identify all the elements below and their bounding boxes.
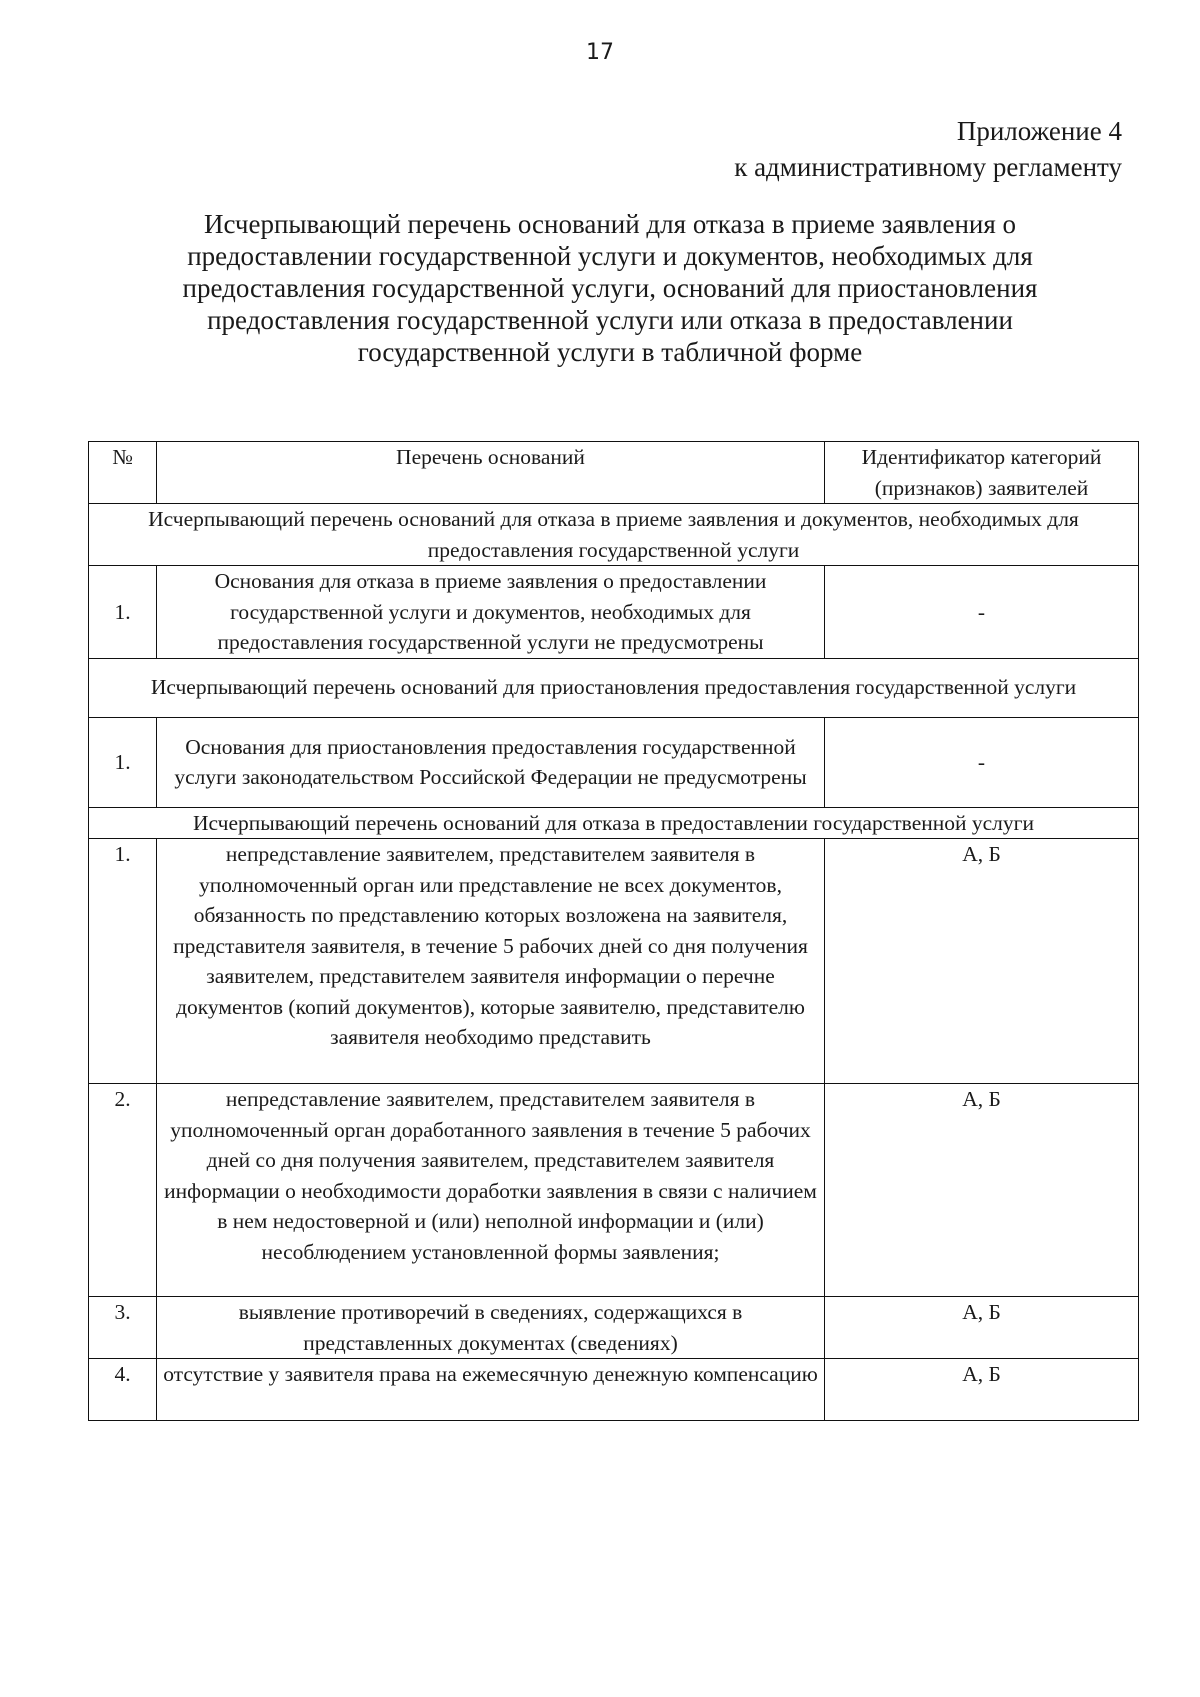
row-reason: Основания для приостановления предоставления государственной услуги законодательством Российской Федерации не предусмотрены bbox=[157, 717, 825, 807]
section-row bbox=[89, 658, 1139, 717]
reasons-table bbox=[88, 441, 1139, 1421]
table-row bbox=[89, 1297, 1139, 1359]
row-identifier: А, Б bbox=[825, 1297, 1139, 1359]
appendix-reference: к административному регламенту bbox=[734, 152, 1122, 182]
section-row bbox=[89, 807, 1139, 839]
row-number: 3. bbox=[89, 1297, 157, 1359]
table-row bbox=[89, 1084, 1139, 1297]
row-reason: непредставление заявителем, представителем заявителя в уполномоченный орган или представление не всех документов, обязанность по представлению которых возложена на заявителя, представителя заявителя, в течение 5 рабочих дней со дня получения заявителем, представителем заявителя информации о перечне документов (копий документов), которые заявителю, представителю заявителя необходимо представить bbox=[157, 839, 825, 1084]
page-number: 17 bbox=[586, 40, 614, 65]
row-reason: Основания для отказа в приеме заявления о предоставлении государственной услуги и документов, необходимых для предоставления государственной услуги не предусмотрены bbox=[157, 566, 825, 659]
section-title: Исчерпывающий перечень оснований для отказа в приеме заявления и документов, необходимых для предоставления государственной услуги bbox=[89, 504, 1139, 566]
appendix-label: Приложение 4 bbox=[956, 116, 1122, 146]
row-number: 1. bbox=[89, 839, 157, 1084]
section-row bbox=[89, 504, 1139, 566]
table-row bbox=[89, 839, 1139, 1084]
title-line: предоставлении государственной услуги и документов, необходимых для bbox=[187, 241, 1033, 271]
document-title bbox=[110, 208, 1110, 368]
row-number: 2. bbox=[89, 1084, 157, 1297]
table-row bbox=[89, 566, 1139, 659]
row-reason: выявление противоречий в сведениях, содержащихся в представленных документах (сведениях) bbox=[157, 1297, 825, 1359]
section-title: Исчерпывающий перечень оснований для приостановления предоставления государственной услуги bbox=[89, 658, 1139, 717]
row-identifier: - bbox=[825, 566, 1139, 659]
row-identifier: А, Б bbox=[825, 839, 1139, 1084]
row-number: 4. bbox=[89, 1359, 157, 1421]
header-reason: Перечень оснований bbox=[157, 442, 825, 504]
table-header-row bbox=[89, 442, 1139, 504]
title-line: государственной услуги в табличной форме bbox=[357, 337, 863, 367]
appendix-heading bbox=[734, 113, 1122, 185]
header-identifier: Идентификатор категорий (признаков) заявителей bbox=[825, 442, 1139, 504]
title-line: Исчерпывающий перечень оснований для отказа в приеме заявления о bbox=[203, 209, 1017, 239]
table-row bbox=[89, 717, 1139, 807]
row-reason: непредставление заявителем, представителем заявителя в уполномоченный орган доработанного заявления в течение 5 рабочих дней со дня получения заявителем, представителем заявителя информации о необходимости доработки заявления в связи с наличием в нем недостоверной и (или) неполной информации и (или) несоблюдением установленной формы заявления; bbox=[157, 1084, 825, 1297]
row-identifier: А, Б bbox=[825, 1084, 1139, 1297]
row-number: 1. bbox=[89, 566, 157, 659]
table-row bbox=[89, 1359, 1139, 1421]
row-number: 1. bbox=[89, 717, 157, 807]
header-number: № bbox=[89, 442, 157, 504]
row-identifier: - bbox=[825, 717, 1139, 807]
title-line: предоставления государственной услуги, оснований для приостановления bbox=[182, 273, 1038, 303]
row-identifier: А, Б bbox=[825, 1359, 1139, 1421]
section-title: Исчерпывающий перечень оснований для отказа в предоставлении государственной услуги bbox=[89, 807, 1139, 839]
row-reason: отсутствие у заявителя права на ежемесячную денежную компенсацию bbox=[157, 1359, 825, 1421]
title-line: предоставления государственной услуги или отказа в предоставлении bbox=[207, 305, 1013, 335]
